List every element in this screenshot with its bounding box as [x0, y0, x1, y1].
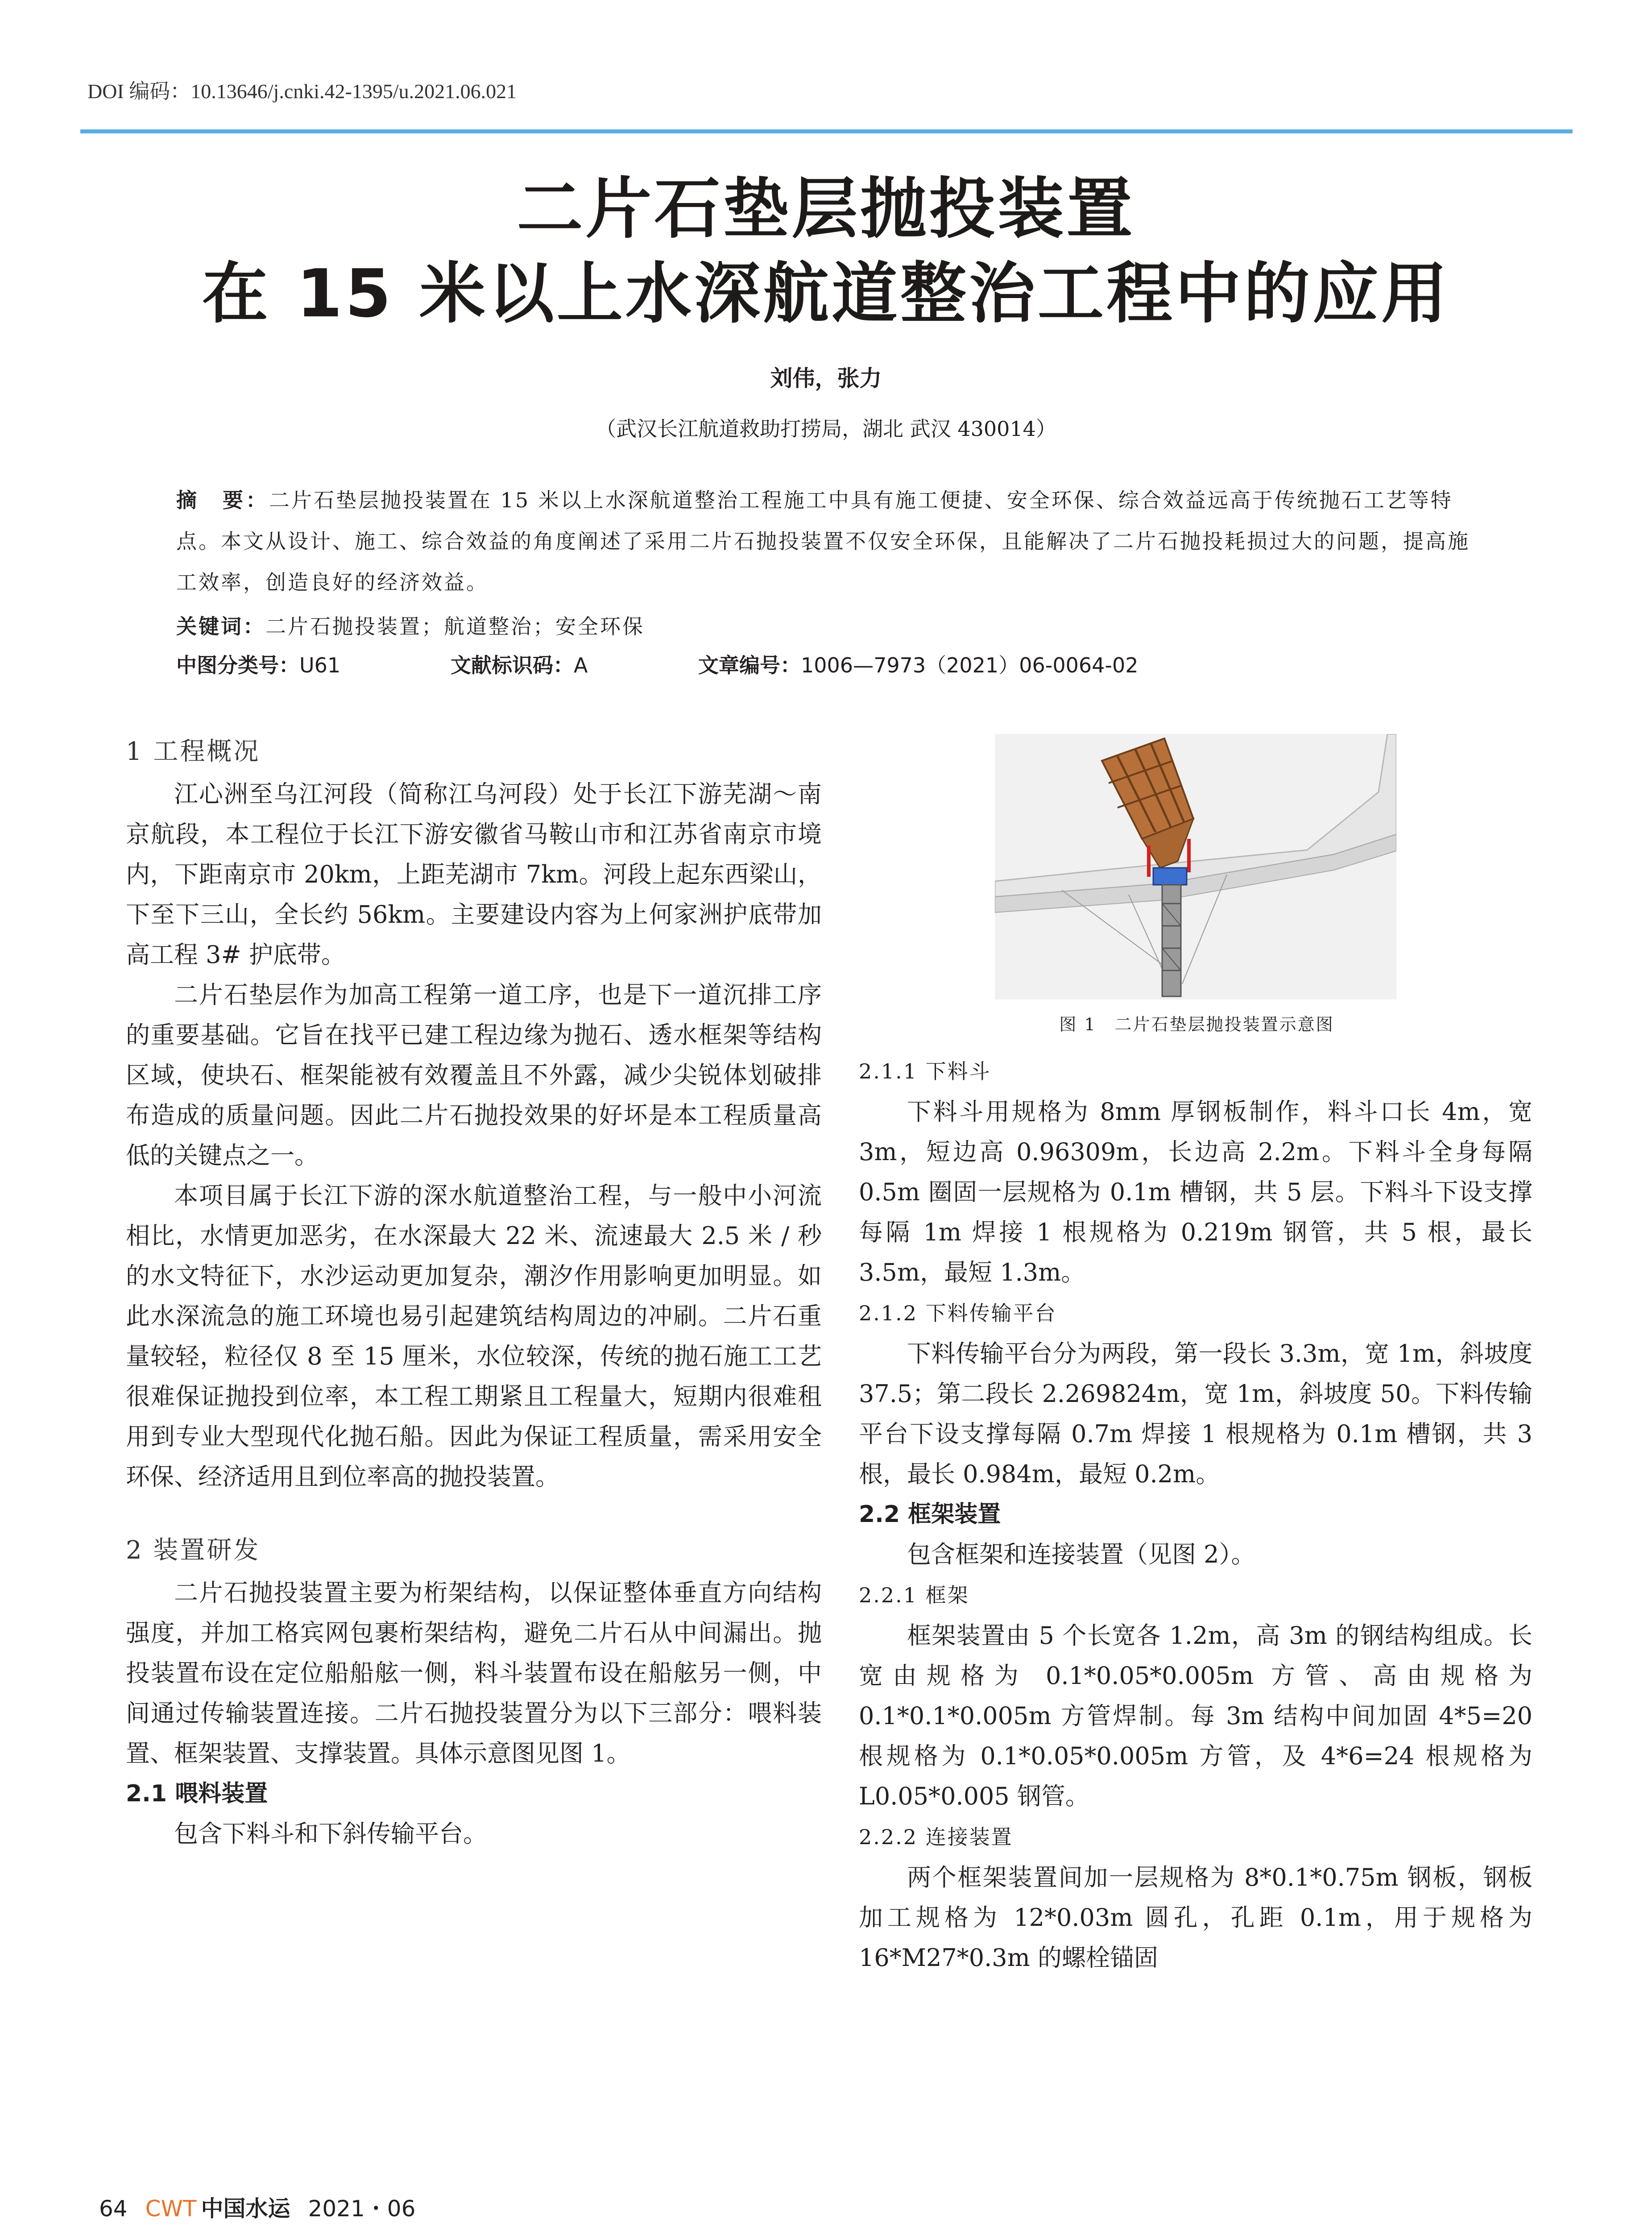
doc-value: A	[574, 653, 588, 677]
figure-1-drawing	[995, 734, 1396, 999]
title-line-1: 二片石垫层抛投装置	[517, 170, 1135, 247]
paragraph: 江心洲至乌江河段（简称江乌河段）处于长江下游芜湖～南京航段，本工程位于长江下游安徽省马鞍山市和江苏省南京市境内，下距南京市 20km，上距芜湖市 7km。河段上起东西梁山，下至下三山，全长约 56km。主要建设内容为上何家洲护底带加高工程 3# 护底带。	[126, 780, 822, 969]
title-line-2: 在 15 米以上水深航道整治工程中的应用	[202, 255, 1450, 332]
page-footer	[99, 2191, 415, 2223]
doc-code	[451, 649, 588, 679]
article-number	[698, 649, 1139, 679]
issue-date: 2021・06	[308, 2196, 416, 2222]
paragraph: 下料斗用规格为 8mm 厚钢板制作，料斗口长 4m，宽 3m，短边高 0.96309m，长边高 2.2m。下料斗全身每隔 0.5m 圈固一层规格为 0.1m 槽钢，共 5 层。下料斗下设支撑每隔 1m 焊接 1 根规格为 0.219m 钢管，共 5 根，最长 3.5m，最短 1.3m。	[859, 1098, 1532, 1286]
abstract-label: 摘 要：	[176, 488, 269, 512]
left-column	[126, 730, 822, 1854]
affiliation: （武汉长江航道救助打捞局，湖北 武汉 430014）	[596, 417, 1056, 441]
subsection-heading-2-2-1: 2.2.1 框架	[859, 1583, 969, 1607]
magazine-name: 中国水运	[201, 2196, 290, 2222]
doc-label: 文献标识码：	[451, 653, 574, 677]
article-label: 文章编号：	[698, 653, 801, 677]
paragraph: 二片石抛投装置主要为桁架结构，以保证整体垂直方向结构强度，并加工格宾网包裹桁架结构，避免二片石从中间漏出。抛投装置布设在定位船船舷一侧，料斗装置布设在船舷另一侧，中间通过传输装置连接。二片石抛投装置分为以下三部分：喂料装置、框架装置、支撑装置。具体示意图见图 1。	[126, 1579, 822, 1767]
right-column	[859, 1051, 1532, 1978]
paragraph: 包含框架和连接装置（见图 2）。	[907, 1540, 1255, 1568]
clc-label: 中图分类号：	[176, 653, 299, 677]
subsection-heading-2-2-2: 2.2.2 连接装置	[859, 1825, 1013, 1849]
keywords-text: 二片石抛投装置；航道整治；安全环保	[265, 614, 645, 639]
subsection-heading-2-2: 2.2 框架装置	[859, 1501, 1001, 1528]
paragraph: 框架装置由 5 个长宽各 1.2m，高 3m 的钢结构组成。长宽由规格为 0.1*0.05*0.005m 方管、高由规格为 0.1*0.1*0.005m 方管焊制。每 3m 结构中间加固 4*5=20 根规格为 0.1*0.05*0.005m 方管，及 4*6=24 根规格为 L0.05*0.005 钢管。	[859, 1621, 1532, 1810]
paragraph: 两个框架装置间加一层规格为 8*0.1*0.75m 钢板，钢板加工规格为 12*0.03m 圆孔，孔距 0.1m，用于规格为 16*M27*0.3m 的螺栓锚固	[859, 1863, 1532, 1972]
abstract-text: 二片石垫层抛投装置在 15 米以上水深航道整治工程施工中具有施工便捷、安全环保、综合效益远高于传统抛石工艺等特点。本文从设计、施工、综合效益的角度阐述了采用二片石抛投装置不仅安全环保，且能解决了二片石抛投耗损过大的问题，提高施工效率，创造良好的经济效益。	[176, 488, 1470, 594]
article-value: 1006—7973（2021）06-0064-02	[801, 653, 1139, 677]
paragraph: 二片石垫层作为加高工程第一道工序，也是下一道沉排工序的重要基础。它旨在找平已建工程边缘为抛石、透水框架等结构区域，使块石、框架能被有效覆盖且不外露，减少尖锐体划破排布造成的质量问题。因此二片石抛投效果的好坏是本工程质量高低的关键点之一。	[126, 981, 822, 1169]
page-number: 64	[99, 2196, 128, 2222]
keywords	[176, 610, 645, 640]
figure-1-caption: 图 1 二片石垫层抛投装置示意图	[1059, 1015, 1334, 1034]
subsection-heading-2-1-2: 2.1.2 下料传输平台	[859, 1301, 1057, 1325]
paragraph: 包含下料斗和下斜传输平台。	[174, 1820, 487, 1848]
clc-number	[176, 649, 340, 679]
authors: 刘伟，张力	[770, 365, 882, 391]
subsection-heading-2-1-1: 2.1.1 下料斗	[859, 1059, 991, 1083]
clc-value: U61	[299, 653, 341, 677]
keywords-label: 关键词：	[176, 614, 265, 639]
subsection-heading-2-1: 2.1 喂料装置	[126, 1780, 268, 1807]
section-heading-1: 1 工程概况	[126, 737, 261, 766]
section-gap	[126, 1497, 822, 1528]
paragraph: 本项目属于长江下游的深水航道整治工程，与一般中小河流相比，水情更加恶劣，在水深最大 22 米、流速最大 2.5 米 / 秒的水文特征下，水沙运动更加复杂，潮汐作用影响更加明显。如此水深流急的施工环境也易引起建筑结构周边的冲刷。二片石重量较轻，粒径仅 8 至 15 厘米，水位较深，传统的抛石施工工艺很难保证抛投到位率，本工程工期紧且工程量大，短期内很难租用到专业大型现代化抛石船。因此为保证工程质量，需采用安全环保、经济适用且到位率高的抛投装置。	[126, 1182, 822, 1491]
abstract	[176, 480, 1486, 603]
cwt-logo: CWT	[145, 2196, 197, 2222]
section-heading-2: 2 装置研发	[126, 1536, 261, 1565]
header-rule	[80, 129, 1573, 133]
figure-1-image	[995, 734, 1396, 999]
doi-line: DOI 编码：10.13646/j.cnki.42-1395/u.2021.06.021	[87, 80, 517, 103]
paragraph: 下料传输平台分为两段，第一段长 3.3m，宽 1m，斜坡度 37.5；第二段长 2.269824m，宽 1m，斜坡度 50。下料传输平台下设支撑每隔 0.7m 焊接 1 根规格为 0.1m 槽钢，共 3 根，最长 0.984m，最短 0.2m。	[859, 1339, 1532, 1488]
